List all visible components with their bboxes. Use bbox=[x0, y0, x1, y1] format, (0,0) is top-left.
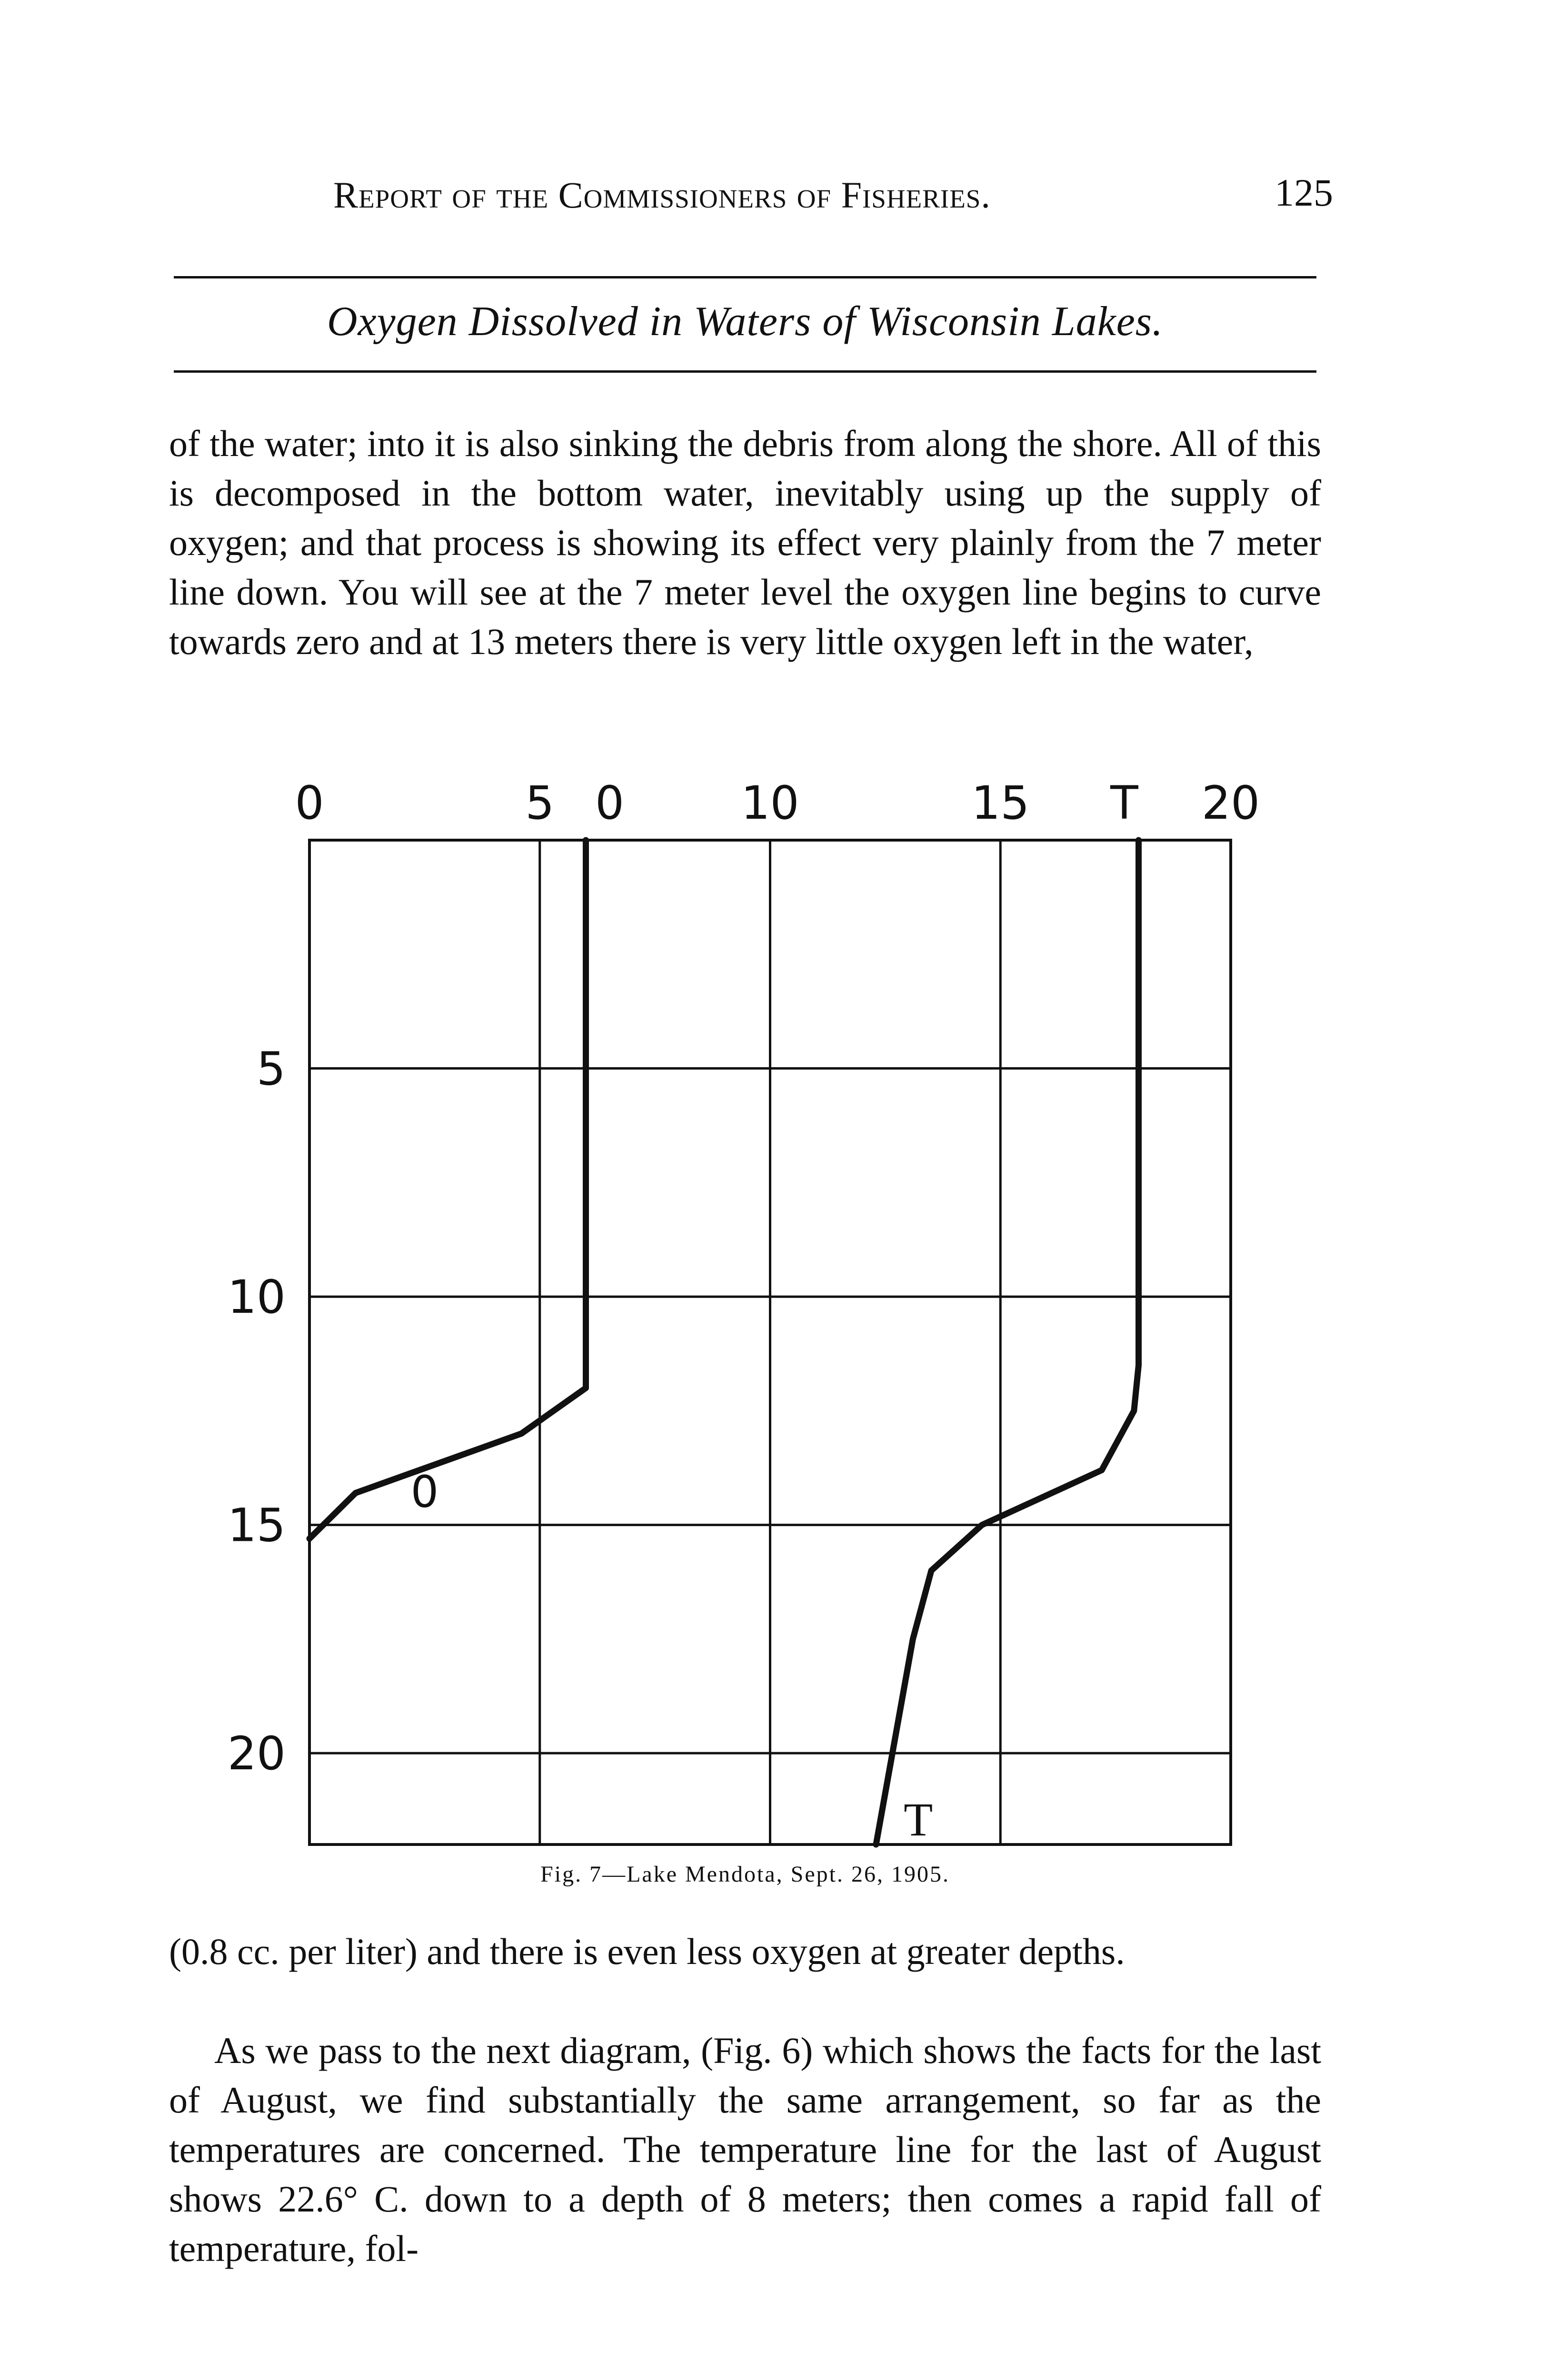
y-tick-label-5: 5 bbox=[256, 1042, 286, 1096]
series-line-T bbox=[876, 840, 1139, 1844]
y-tick-label-10: 10 bbox=[227, 1270, 286, 1324]
chart-tick-labels bbox=[228, 776, 1260, 1780]
x-tick-label-10: 10 bbox=[741, 776, 799, 830]
x-tick-label-15: 15 bbox=[971, 776, 1030, 830]
chart-series bbox=[309, 840, 1139, 1846]
x-tick-label-5: 5 bbox=[525, 776, 555, 830]
temperature-curve-label: T bbox=[904, 1793, 933, 1846]
y-tick-label-15: 15 bbox=[227, 1498, 286, 1552]
running-head-title: Report of the Commissioners of Fisheries. bbox=[333, 174, 991, 216]
figure-caption: Fig. 7—Lake Mendota, Sept. 26, 1905. bbox=[540, 1862, 950, 1887]
chart-grid bbox=[309, 840, 1231, 1844]
oxygen-top-label: 0 bbox=[595, 776, 625, 830]
section-title: Oxygen Dissolved in Waters of Wisconsin Lakes. bbox=[327, 298, 1164, 345]
x-tick-label-20: 20 bbox=[1201, 776, 1260, 830]
body-paragraph-3: As we pass to the next diagram, (Fig. 6) which shows the facts for the last of August, we find substantially the same arrangement, so far as the temperatures are concerned. The temperature line for the last of August shows 22.6° C. down to a depth of 8 meters; then comes a rapid fall of temperature, fol- bbox=[169, 2030, 1321, 2269]
body-paragraph-1: of the water; into it is also sinking the debris from along the shore. All of this is decomposed in the bottom water, inevitably using up the supply of oxygen; and that process is showing its effect very plainly from the 7 meter line down. You will see at the 7 meter level the oxygen line begins to curve towards zero and at 13 meters there is very little oxygen left in the water, bbox=[169, 423, 1321, 662]
x-tick-label-0: 0 bbox=[295, 776, 324, 830]
body-paragraph-2: (0.8 cc. per liter) and there is even less oxygen at greater depths. bbox=[169, 1931, 1125, 1972]
y-tick-label-20: 20 bbox=[227, 1727, 286, 1781]
page-number: 125 bbox=[1275, 171, 1333, 214]
temperature-top-label: T bbox=[1110, 776, 1138, 830]
oxygen-curve-label: 0 bbox=[410, 1466, 439, 1517]
series-line-O bbox=[309, 840, 586, 1538]
